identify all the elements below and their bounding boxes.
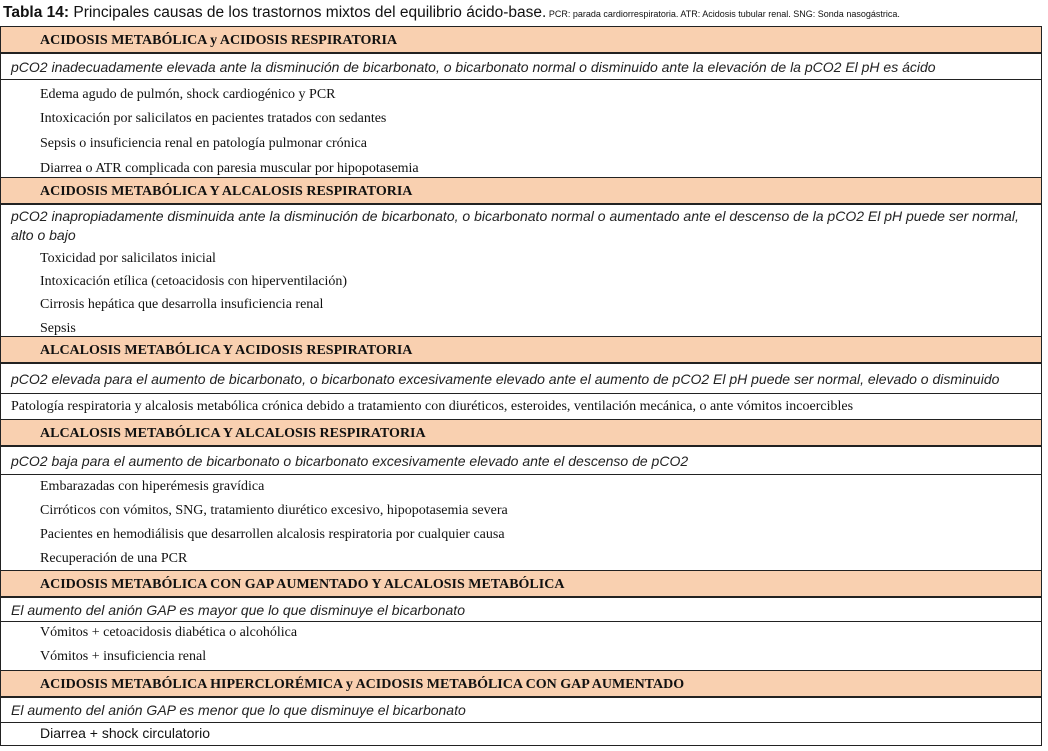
section-header: ALCALOSIS METABÓLICA Y ALCALOSIS RESPIRATORIA (1, 420, 1041, 447)
section-items (1, 723, 1041, 745)
list-item: Vómitos + insuficiencia renal (40, 649, 207, 664)
section-plain-text: Patología respiratoria y alcalosis metabólica crónica debido a tratamiento con diuréticos, esteroides, ventilación mecánica, o ante vómitos incoercibles (1, 394, 1041, 420)
section-description: pCO2 elevada para el aumento de bicarbonato, o bicarbonato excesivamente elevado ante el aumento de pCO2 El pH puede ser normal, elevado o disminuido (1, 364, 1041, 394)
section-description: El aumento del anión GAP es mayor que lo que disminuye el bicarbonato (1, 598, 1041, 622)
list-item: Intoxicación etílica (cetoacidosis con hiperventilación) (40, 274, 348, 289)
section-header: ALCALOSIS METABÓLICA Y ACIDOSIS RESPIRATORIA (1, 337, 1041, 364)
section-header: ACIDOSIS METABÓLICA CON GAP AUMENTADO Y ALCALOSIS METABÓLICA (1, 571, 1041, 598)
section-header: ACIDOSIS METABÓLICA HIPERCLORÉMICA y ACIDOSIS METABÓLICA CON GAP AUMENTADO (1, 671, 1041, 698)
list-item: Toxicidad por salicilatos inicial (40, 251, 216, 266)
list-item: Recuperación de una PCR (40, 551, 188, 566)
section-items (1, 622, 1041, 671)
list-item: Sepsis (40, 321, 76, 336)
section-header: ACIDOSIS METABÓLICA y ACIDOSIS RESPIRATORIA (1, 27, 1041, 54)
list-item: Diarrea o ATR complicada con paresia muscular por hipopotasemia (40, 161, 419, 176)
acid-base-table (0, 26, 1042, 746)
list-item: Pacientes en hemodiálisis que desarrollen alcalosis respiratoria por cualquier causa (40, 527, 505, 542)
caption-title: Principales causas de los trastornos mixtos del equilibrio ácido-base. (69, 4, 547, 21)
list-item: Cirrosis hepática que desarrolla insuficiencia renal (40, 297, 324, 312)
section-description: El aumento del anión GAP es menor que lo que disminuye el bicarbonato (1, 698, 1041, 723)
list-item: Embarazadas con hiperémesis gravídica (40, 479, 265, 494)
section-description: pCO2 inadecuadamente elevada ante la disminución de bicarbonato, o bicarbonato normal o disminuido ante la elevación de la pCO2 El pH es ácido (1, 54, 1041, 80)
section-header: ACIDOSIS METABÓLICA Y ALCALOSIS RESPIRATORIA (1, 178, 1041, 205)
list-item: Edema agudo de pulmón, shock cardiogénico y PCR (40, 87, 336, 102)
list-item: Sepsis o insuficiencia renal en patología pulmonar crónica (40, 136, 367, 151)
table-caption (3, 4, 1045, 24)
caption-label: Tabla 14: (3, 4, 70, 21)
list-item: Vómitos + cetoacidosis diabética o alcohólica (40, 625, 298, 640)
section-description: pCO2 baja para el aumento de bicarbonato o bicarbonato excesivamente elevado ante el descenso de pCO2 (1, 447, 1041, 475)
section-items (1, 80, 1041, 178)
section-description: pCO2 inapropiadamente disminuida ante la disminución de bicarbonato, o bicarbonato normal o aumentado ante el descenso de la pCO2 El pH puede ser normal, alto o bajo (11, 208, 1019, 243)
list-item: Intoxicación por salicilatos en pacientes tratados con sedantes (40, 111, 387, 126)
list-item: Cirróticos con vómitos, SNG, tratamiento diurético excesivo, hipopotasemia severa (40, 503, 508, 518)
section-body (1, 205, 1041, 337)
list-item: Diarrea + shock circulatorio (40, 725, 211, 741)
section-items (1, 475, 1041, 571)
caption-note: PCR: parada cardiorrespiratoria. ATR: Acidosis tubular renal. SNG: Sonda nasogástrica. (546, 9, 900, 19)
